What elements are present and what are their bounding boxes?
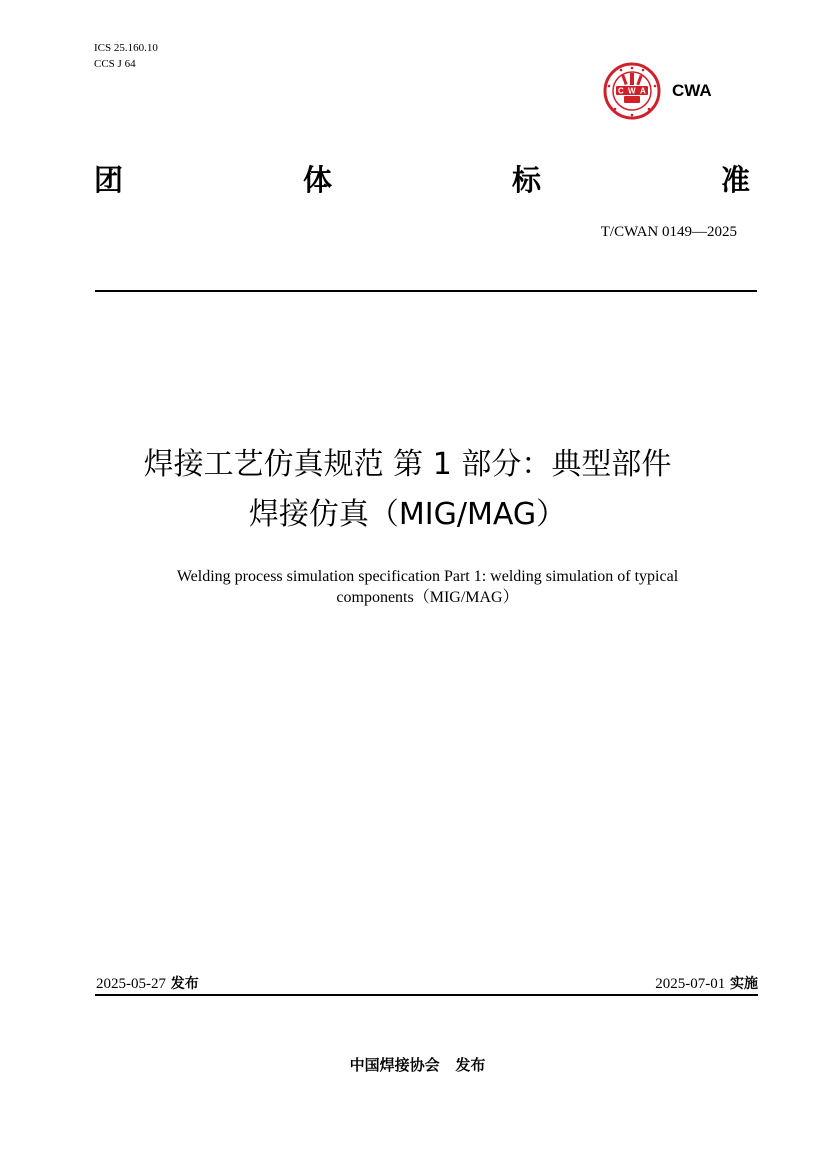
- ics-code: ICS 25.160.10: [94, 42, 158, 54]
- implementation-date-value: 2025-07-01: [655, 976, 726, 992]
- chinese-title: [60, 440, 755, 540]
- svg-text:W: W: [628, 86, 636, 96]
- standard-number: T/CWAN 0149—2025: [600, 224, 737, 240]
- svg-text:C: C: [618, 86, 624, 96]
- svg-text:A: A: [640, 86, 646, 96]
- standard-type-char: 准: [720, 163, 750, 197]
- classification-block: [94, 40, 158, 72]
- chinese-title-line: 焊接工艺仿真规范 第 1 部分：典型部件: [143, 447, 672, 482]
- english-title-line: components（MIG/MAG）: [336, 589, 519, 606]
- top-divider: [95, 290, 757, 292]
- chinese-title-line: 焊接仿真（MIG/MAG）: [248, 497, 567, 532]
- implementation-date: [655, 973, 758, 993]
- issue-date-value: 2025-05-27: [96, 976, 166, 992]
- implementation-date-label: 实施: [730, 976, 758, 992]
- publisher: 中国焊接协会 发布: [349, 1056, 486, 1074]
- ccs-code: CCS J 64: [94, 58, 136, 70]
- issue-date: [96, 973, 199, 993]
- english-title-line: Welding process simulation specification Part 1: welding simulation of typical: [176, 568, 679, 585]
- cwa-brand-text: CWA: [672, 81, 712, 100]
- standard-type-char: 团: [94, 163, 124, 197]
- standard-type-heading: [94, 158, 750, 199]
- cwa-logo-icon: [601, 62, 665, 120]
- standard-type-char: 体: [302, 163, 332, 197]
- standard-type-char: 标: [511, 163, 541, 197]
- english-title: [80, 566, 775, 608]
- issue-date-label: 发布: [170, 976, 199, 992]
- bottom-divider: [95, 994, 758, 996]
